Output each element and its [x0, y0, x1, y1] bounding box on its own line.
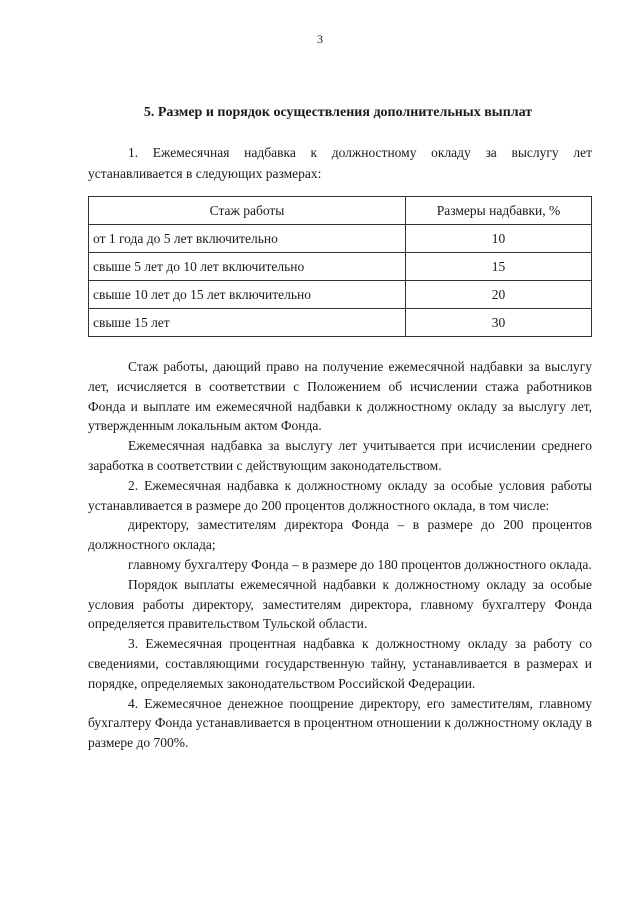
experience-cell: свыше 5 лет до 10 лет включительно [89, 253, 406, 281]
column-header-bonus-rate: Размеры надбавки, % [406, 197, 592, 225]
paragraph-chief-accountant-rate: главному бухгалтеру Фонда – в размере до 180 процентов должностного оклада. [128, 556, 592, 572]
paragraph-director-rate: директору, заместителям директора Фонда – в размере до 200 процентов должностного оклада; [88, 517, 592, 553]
bonus-rate-cell: 10 [406, 225, 592, 253]
paragraph-seniority-calculation: Стаж работы, дающий право на получение ежемесячной надбавки за выслугу лет, исчисляется в соответствии с Положением об исчислении стажа работников Фонда и выплате им ежемесячной надбавки к должностному окладу за выслугу лет, утвержденным локальным актом Фонда. [88, 359, 592, 434]
section-title: 5. Размер и порядок осуществления дополнительных выплат [143, 105, 533, 120]
paragraph-payment-procedure: Порядок выплаты ежемесячной надбавки к должностному окладу за особые условия работы директору, заместителям директора, главному бухгалтеру Фонда определяется правительством Тульской области. [88, 576, 592, 632]
document-body [88, 357, 592, 753]
paragraph-state-secret-bonus: 3. Ежемесячная процентная надбавка к должностному окладу за работу со сведениями, составляющими государственную тайну, устанавливается в размерах и порядке, определяемых законодательством Российской Федерации. [88, 636, 592, 691]
page-number: 3 [317, 32, 323, 46]
intro-paragraph: 1. Ежемесячная надбавка к должностному окладу за выслугу лет устанавливается в следующих размерах: [88, 145, 592, 181]
table-row [89, 281, 592, 309]
bonus-rate-cell: 30 [406, 309, 592, 337]
bonus-rate-cell: 20 [406, 281, 592, 309]
paragraph-average-earnings: Ежемесячная надбавка за выслугу лет учитывается при исчислении среднего заработка в соответствии с действующим законодательством. [88, 438, 592, 473]
paragraph-monetary-incentive: 4. Ежемесячное денежное поощрение директору, его заместителям, главному бухгалтеру Фонда устанавливается в процентном отношении к должностному окладу в размере до 700%. [88, 695, 592, 751]
table-row [89, 309, 592, 337]
bonus-rate-cell: 15 [406, 253, 592, 281]
paragraph-special-conditions: 2. Ежемесячная надбавка к должностному окладу за особые условия работы устанавливается в размере до 200 процентов должностного оклада, в том числе: [88, 477, 592, 513]
table-header-row [89, 197, 592, 225]
seniority-bonus-table [88, 196, 592, 337]
table-row [89, 225, 592, 253]
experience-cell: свыше 10 лет до 15 лет включительно [89, 281, 406, 309]
experience-cell: от 1 года до 5 лет включительно [89, 225, 406, 253]
experience-cell: свыше 15 лет [89, 309, 406, 337]
column-header-experience: Стаж работы [89, 197, 406, 225]
table-row [89, 253, 592, 281]
